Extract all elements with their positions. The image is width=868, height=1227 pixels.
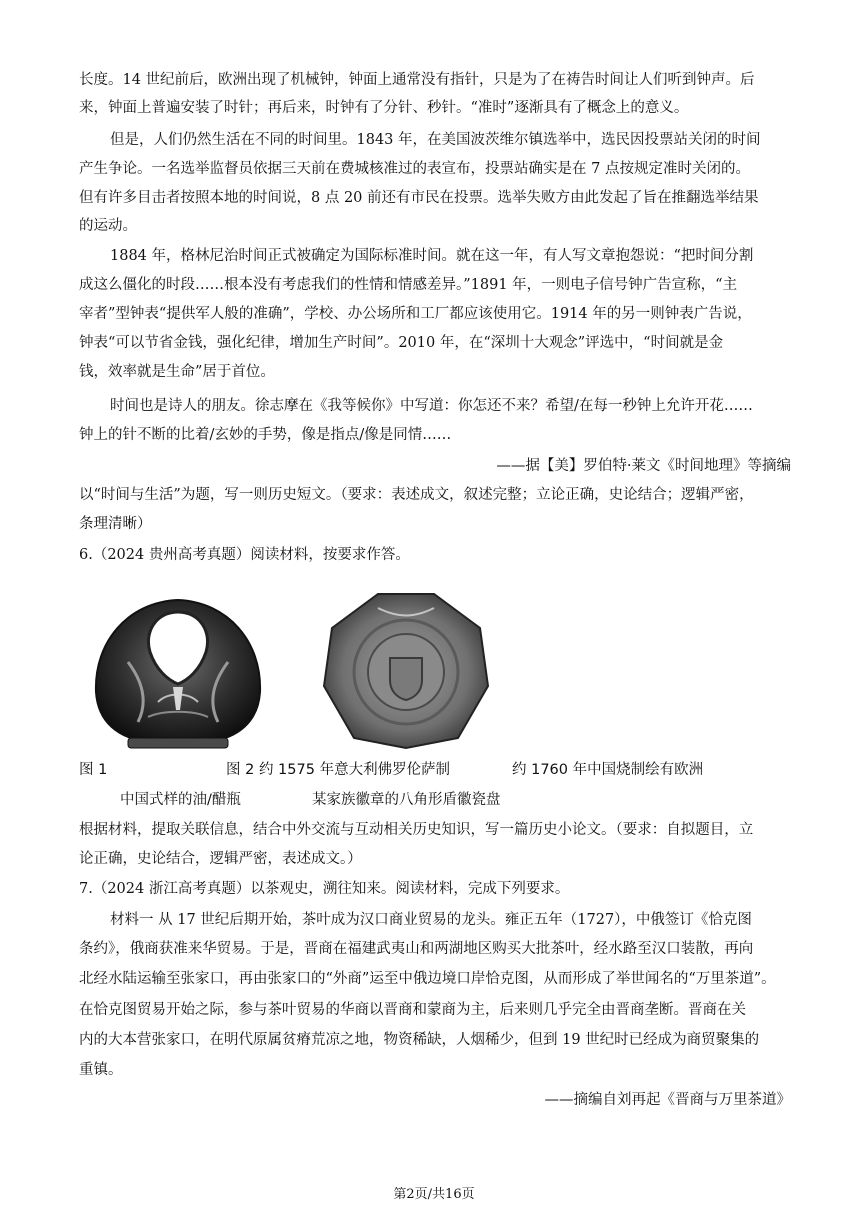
figure-2-caption: 图 2 约 1575 年意大利佛罗伦萨制 <box>226 762 451 778</box>
text-line: 钱，效率就是生命”居于首位。 <box>79 364 275 380</box>
text-line: 内的大本营张家口，在明代原属贫瘠荒凉之地，物资稀缺，人烟稀少，但到 19 世纪时已经成为商贸聚集的 <box>79 1032 760 1048</box>
text-line: 来，钟面上普遍安装了时针；再后来，时钟有了分针、秒针。“准时”逐渐具有了概念上的意义。 <box>79 100 689 116</box>
text-line: 但是，人们仍然生活在不同的时间里。1843 年，在美国波茨维尔镇选举中，选民因投票站关闭的时间 <box>110 132 761 148</box>
text-line: 条约》，俄商获准来华贸易。于是，晋商在福建武夷山和两湖地区购买大批茶叶，经水路至汉口装散，再向 <box>79 941 754 957</box>
question-7-title: 7.（2024 浙江高考真题）以茶观史，溯往知来。阅读材料，完成下列要求。 <box>79 881 570 897</box>
page-number: 第2页/共16页 <box>393 1187 475 1202</box>
source-citation: ——据【美】罗伯特·莱文《时间地理》等摘编 <box>496 458 791 474</box>
question-6-requirement: 论正确，史论结合，逻辑严密，表述成文。） <box>79 851 362 867</box>
text-line: 成这么僵化的时段……根本没有考虑我们的性情和情感差异。”1891 年，一则电子信号钟广告宣称，“主 <box>79 277 738 293</box>
figure-3-caption: 约 1760 年中国烧制绘有欧洲 <box>512 762 704 778</box>
text-line: 长度。14 世纪前后，欧洲出现了机械钟，钟面上通常没有指针，只是为了在祷告时间让人们听到钟声。后 <box>79 72 755 88</box>
figure-3-caption-cont: 某家族徽章的八角形盾徽瓷盘 <box>312 792 501 808</box>
question-6-title: 6.（2024 贵州高考真题）阅读材料，按要求作答。 <box>79 547 410 563</box>
text-line: 材料一 从 17 世纪后期开始，茶叶成为汉口商业贸易的龙头。雍正五年（1727），中俄签订《恰克图 <box>110 912 752 928</box>
text-line: 1884 年，格林尼治时间正式被确定为国际标准时间。就在这一年，有人写文章抱怨说：“把时间分割 <box>110 248 754 264</box>
text-line: 的运动。 <box>79 218 137 234</box>
text-line: 宰者”型钟表“提供军人般的准确”，学校、办公场所和工厂都应该使用它。1914 年的另一则钟表广告说， <box>79 306 752 322</box>
text-line: 钟表“可以节省金钱，强化纪律，增加生产时间”。2010 年，在“深圳十大观念”评选中，“时间就是金 <box>79 335 724 351</box>
text-line: 重镇。 <box>79 1062 123 1078</box>
text-line: 产生争论。一名选举监督员依据三天前在费城核准过的表宣布，投票站确实是在 7 点按规定准时关闭的。 <box>79 161 750 177</box>
text-line: 但有许多目击者按照本地的时间说，8 点 20 前还有市民在投票。选举失败方由此发起了旨在推翻选举结果 <box>79 190 759 206</box>
text-line: 钟上的针不断的比着/玄妙的手势，像是指点/像是同情…… <box>79 427 452 443</box>
oil-vinegar-bottle-image <box>88 592 268 752</box>
question-requirement: 条理清晰） <box>79 516 152 532</box>
text-line: 在恰克图贸易开始之际，参与茶叶贸易的华商以晋商和蒙商为主，后来则几乎完全由晋商垄断。晋商在关 <box>79 1002 746 1018</box>
source-citation: ——摘编自刘再起《晋商与万里茶道》 <box>544 1092 791 1108</box>
figure-2-caption-cont: 中国式样的油/醋瓶 <box>120 792 241 808</box>
question-6-requirement: 根据材料，提取关联信息，结合中外交流与互动相关历史知识，写一篇历史小论文。（要求：自拟题目，立 <box>79 822 754 838</box>
question-requirement: 以“时间与生活”为题，写一则历史短文。（要求：表述成文，叙述完整；立论正确，史论结合；逻辑严密， <box>79 487 754 503</box>
figure-1-label: 图 1 <box>79 762 108 778</box>
octagonal-porcelain-plate-image <box>318 588 494 753</box>
text-line: 北经水陆运输至张家口，再由张家口的“外商”运至中俄边境口岸恰克图，从而形成了举世闻名的“万里茶道”。 <box>79 971 776 987</box>
text-line: 时间也是诗人的朋友。徐志摩在《我等候你》中写道：你怎还不来？希望/在每一秒钟上允许开花…… <box>110 398 753 414</box>
